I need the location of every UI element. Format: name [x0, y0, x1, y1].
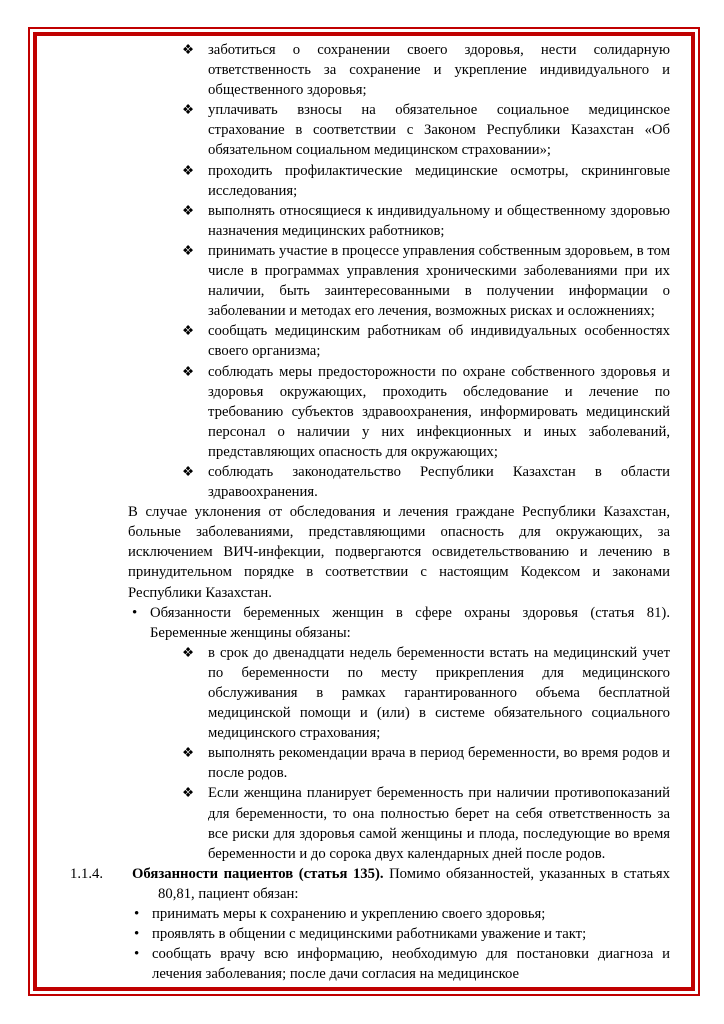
pregnant-women-heading-list: [70, 603, 670, 643]
list-item: ❖ уплачивать взносы на обязательное социальное медицинское страхование в соответствии с Законом Республики Казахстан «Об обязательном социальном медицинском страховании»;: [168, 100, 670, 160]
list-item: ❖ выполнять рекомендации врача в период беременности, во время родов и после родов.: [168, 743, 670, 783]
list-item: ❖ соблюдать законодательство Республики Казахстан в области здравоохранения.: [168, 462, 670, 502]
section-heading-1-1-4: [70, 864, 670, 904]
section-number: 1.1.4.: [70, 865, 104, 882]
section-title-bold: Обязанности пациентов (статья 135).: [132, 865, 384, 882]
list-item: ❖ принимать участие в процессе управления собственным здоровьем, в том числе в программах управления хроническими заболеваниями при их наличии, быть заинтересованными в получении информации о заболевании и методах его лечения, возможных рисках и осложнениях;: [168, 241, 670, 321]
list-item: ❖ сообщать медицинским работникам об индивидуальных особенностях своего организма;: [168, 321, 670, 361]
list-item: ❖ проходить профилактические медицинские осмотры, скрининговые исследования;: [168, 161, 670, 201]
list-item: ❖ Если женщина планирует беременность при наличии противопоказаний для беременности, то она полностью берет на себя ответственность за все риски для здоровья самой женщины и плода, последующие во время беременности и до сорока двух календарных дней после родов.: [168, 783, 670, 863]
list-item: • принимать меры к сохранению и укреплению своего здоровья;: [130, 904, 670, 924]
section-title-rest-text: Помимо обязанностей, указанных в статьях 80,81, пациент обязан:: [158, 865, 670, 902]
list-item: ❖ в срок до двенадцати недель беременности встать на медицинский учет по беременности по месту прикрепления для медицинского обслуживания в рамках гарантированного объема бесплатной медицинской помощи и (или) в системе обязательного социального медицинского страхования;: [168, 643, 670, 743]
list-item: • сообщать врачу всю информацию, необходимую для постановки диагноза и лечения заболевания; после дачи согласия на медицинское: [130, 944, 670, 984]
list-item: ❖ выполнять относящиеся к индивидуальному и общественному здоровью назначения медицинских работников;: [168, 201, 670, 241]
pregnant-women-duties-list: [70, 643, 670, 864]
list-item: • проявлять в общении с медицинскими работниками уважение и такт;: [130, 924, 670, 944]
evasion-paragraph: В случае уклонения от обследования и лечения граждане Республики Казахстан, больные заболеваниями, представляющими опасность для окружающих, за исключением ВИЧ-инфекции, подвергаются освидетельствованию и лечению в принудительном порядке в соответствии с настоящим Кодексом и законами Республики Казахстан.: [128, 504, 670, 601]
body-text-column: [70, 40, 670, 984]
citizen-duties-list: [70, 40, 670, 502]
list-item: ❖ соблюдать меры предосторожности по охране собственного здоровья и здоровья окружающих, проходить обследование и лечение по требованию субъектов здравоохранения, информировать медицинский персонал о наличии у них инфекционных и иных заболеваний, представляющих опасность для окружающих;: [168, 362, 670, 462]
patient-duties-list: [70, 904, 670, 984]
list-item: • Обязанности беременных женщин в сфере охраны здоровья (статья 81). Беременные женщины обязаны:: [128, 603, 670, 643]
list-item: ❖ заботиться о сохранении своего здоровья, нести солидарную ответственность за сохранение и укрепление индивидуального и общественного здоровья;: [168, 40, 670, 100]
